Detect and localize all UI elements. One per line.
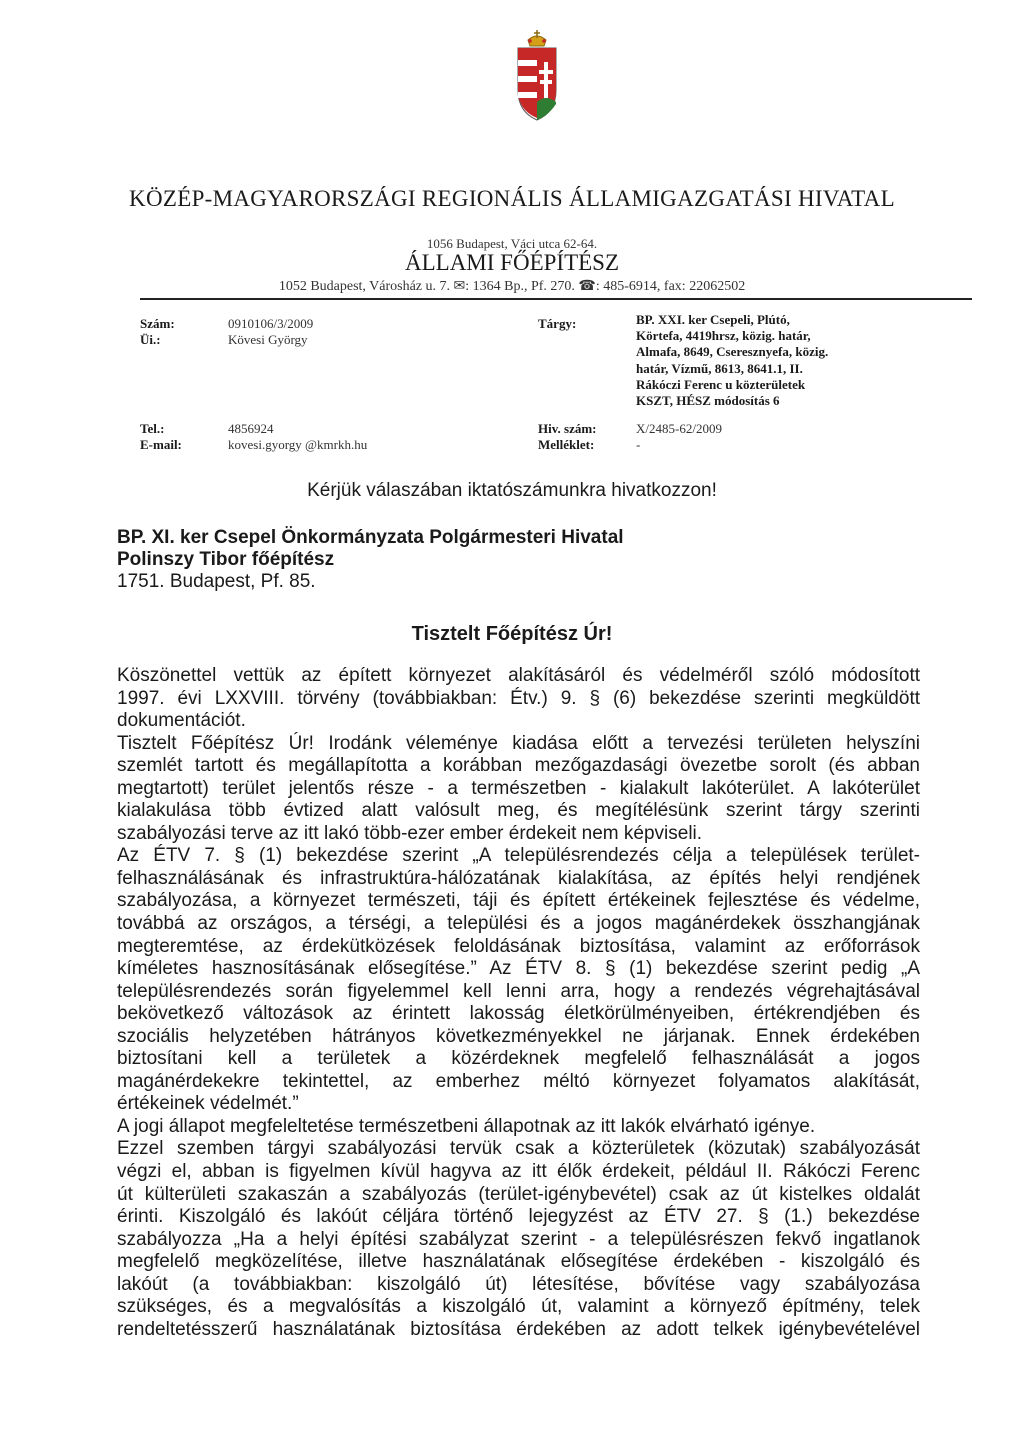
- subject-line: BP. XXI. ker Csepeli, Plútó,: [636, 312, 790, 327]
- body-line: felhasználásának és infrastruktúra-hálózatának kialakítása, az építés helyi rendjének: [117, 867, 920, 889]
- body-line: megteremtése, az érdekütközések feloldásának biztosítása, valamint az erőforrások: [117, 935, 920, 957]
- body-line: Tisztelt Főépítész Úr! Irodánk véleménye kiadása előtt a tervezési területen helyszíni: [117, 732, 920, 754]
- subject-label: Tárgy:: [538, 316, 577, 331]
- office-name: ÁLLAMI FŐÉPÍTÉSZ: [404, 250, 620, 275]
- reference-request: Kérjük válaszában iktatószámunkra hivatkozzon!: [307, 480, 717, 501]
- body-line: szabályozása, a környezet természeti, táji és épített értékeinek fejlesztése és védelme,: [117, 890, 920, 912]
- reference-number-label: Szám:: [140, 316, 175, 331]
- recipient-address: [117, 527, 624, 593]
- body-line: kíméletes hasznosításának elősegítése.” Az ÉTV 8. § (1) bekezdése szerint pedig „A: [117, 958, 920, 980]
- body-line: továbbá az országos, a térségi, a települési és a jogos magánérdekek összhangjának: [117, 913, 920, 935]
- email-value[interactable]: kovesi.gyorgy @kmrkh.hu: [228, 437, 368, 452]
- handler-label: Üi.:: [140, 332, 161, 347]
- recipient-institution: BP. XI. ker Csepel Önkormányzata Polgármesteri Hivatal: [117, 527, 624, 548]
- handler-value: Kövesi György: [228, 332, 308, 347]
- body-line: út külterületi szakaszán a szabályozás (terület-igénybevétel) csak az út kistelkes oldalát: [117, 1183, 920, 1205]
- contact-line: 1052 Budapest, Városház u. 7. ✉: 1364 Bp., Pf. 270. ☎: 485-6914, fax: 22062502: [278, 279, 746, 294]
- body-line: értékeinek védelmét.”: [117, 1093, 299, 1115]
- body-line: érinti. Kiszolgáló és lakóút céljára történő lejegyzést az ÉTV 27. § (1.) bekezdése: [117, 1206, 920, 1228]
- body-line: szabályozza „Ha a helyi építési szabályzat szerint - a településrészen fekvő ingatlanok: [117, 1228, 920, 1250]
- body-line: dokumentációt.: [117, 710, 246, 732]
- body-line: kialakulása több évtized alatt valósult meg, és megítélésünk szerint tárgy szerinti: [117, 800, 920, 822]
- body-line: magánérdekekre tekintettel, az emberhez méltó környezet folyamatos alakítását,: [117, 1070, 920, 1092]
- phone-value: 4856924: [228, 421, 274, 436]
- coat-of-arms-icon: [508, 30, 566, 130]
- subject-line: Almafa, 8649, Cseresznyefa, közig.: [636, 344, 829, 360]
- body-line: végzi el, abban is figyelmen kívül hagyva az itt élők érdekeit, például II. Rákóczi Ferenc: [117, 1161, 920, 1183]
- body-line: lakóút (a továbbiakban: kiszolgáló út) létesítése, bővítése vagy szabályozása: [117, 1273, 920, 1295]
- body-line: rendeltetésszerű használatának biztosítása érdekében az adott telkek igénybevételével: [117, 1318, 920, 1340]
- body-line: megfelelő megközelítése, illetve használatának elősegítése érdekében - kiszolgáló és: [117, 1251, 920, 1273]
- body-line: szemlét tartott és megállapította a korábban mezőgazdasági övezetbe sorolt (és abban: [117, 755, 920, 777]
- body-line: megtartott) terület jelentős része - a természetben - kialakult lakóterület. A lakóterület: [117, 777, 920, 799]
- body-line: Ezzel szemben tárgyi szabályozási tervük csak a közterületek (közutak) szabályozását: [117, 1138, 920, 1160]
- body-line: szociális helyzetében hátrányos következményekkel ne járjanak. Ennek érdekében: [117, 1025, 920, 1047]
- subject-line: határ, Vízmű, 8613, 8641.1, II.: [636, 360, 803, 376]
- body-line: szabályozási terve az itt lakó több-ezer ember érdekeit nem képviseli.: [117, 822, 703, 844]
- attachment-value: -: [636, 437, 641, 452]
- body-line: településrendezés során figyelemmel kell lenni arra, hogy a rendezés végrehajtásával: [117, 980, 920, 1002]
- body-line: Az ÉTV 7. § (1) bekezdése szerint „A településrendezés célja a települések terület-: [117, 845, 920, 867]
- header-divider: [140, 298, 972, 300]
- body-line: biztosítani kell a területek a közérdeknek megfelelő felhasználását a jogos: [117, 1048, 920, 1070]
- file-number-label: Hiv. szám:: [538, 421, 597, 436]
- reference-number-value: 0910106/3/2009: [228, 316, 314, 331]
- subject-text: [636, 312, 896, 409]
- subject-line: Körtefa, 4419hrsz, közig. határ,: [636, 328, 811, 344]
- recipient-postal-address: 1751. Budapest, Pf. 85.: [117, 571, 316, 592]
- body-line: bekövetkező változások az érintett lakosság életkörülményeiben, értékrendjében és: [117, 1003, 920, 1025]
- attachment-label: Melléklet:: [538, 437, 595, 452]
- body-line: szükséges, és a megvalósítás a kiszolgáló út, valamint a környező építmény, telek: [117, 1296, 920, 1318]
- recipient-name: Polinszy Tibor főépítész: [117, 549, 335, 570]
- file-number-value: X/2485-62/2009: [636, 421, 722, 436]
- subject-line: Rákóczi Ferenc u közterületek: [636, 376, 806, 392]
- letter-body: [117, 665, 920, 1341]
- body-line: 1997. évi LXXVIII. törvény (továbbiakban: Étv.) 9. § (6) bekezdése szerinti megküldött: [117, 687, 920, 709]
- office-address: 1056 Budapest, Váci utca 62-64.: [426, 236, 598, 251]
- salutation: Tisztelt Főépítész Úr!: [411, 623, 613, 645]
- email-label: E-mail:: [140, 437, 182, 452]
- organization-title: KÖZÉP-MAGYARORSZÁGI REGIONÁLIS ÁLLAMIGAZGATÁSI HIVATAL: [129, 186, 895, 211]
- subject-line: KSZT, HÉSZ módosítás 6: [636, 393, 780, 409]
- body-line: A jogi állapot megfeleltetése természetbeni állapotnak az itt lakók elvárható igénye.: [117, 1115, 816, 1137]
- body-line: Köszönettel vettük az épített környezet alakításáról és védelméről szóló módosított: [117, 665, 920, 686]
- phone-label: Tel.:: [140, 421, 165, 436]
